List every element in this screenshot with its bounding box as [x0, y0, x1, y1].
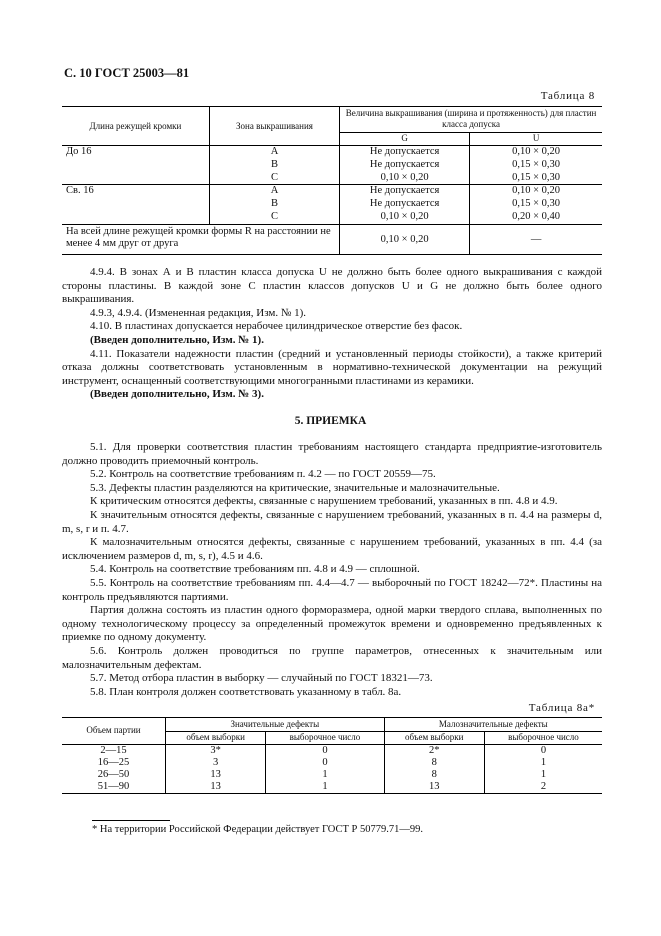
paragraph: (Введен дополнительно, Изм. № 1).	[90, 333, 264, 346]
header-zone: Зона выкрашивания	[209, 107, 339, 146]
u-cell: 0,15 × 0,30	[470, 198, 602, 211]
table-row	[62, 745, 602, 758]
header-sample-1: объем выборки	[166, 731, 266, 745]
header-length: Длина режущей кромки	[62, 107, 209, 146]
zone-cell: А	[209, 146, 339, 159]
paragraph: 5.8. План контроля должен соответствовать указанному в табл. 8а.	[90, 685, 402, 698]
paragraph: 5.1. Для проверки соответствия пластин требованиям настоящего стандарта предприятие-изготовитель должно проводить приемочный контроль.	[62, 441, 602, 467]
zone-cell: С	[209, 172, 339, 185]
page-header: С. 10 ГОСТ 25003—81	[64, 66, 190, 80]
lot-cell: 26—50	[97, 769, 130, 780]
number-cell: 2	[484, 781, 602, 794]
header-value: Величина выкрашивания (ширина и протяженность) для пластин класса допуска	[340, 107, 602, 133]
g-cell: Не допускается	[340, 159, 470, 172]
paragraph: К значительным относятся дефекты, связанные с нарушением требований, указанных в п. 4.4 на размеры d, m, s, r и п. 4.7.	[62, 508, 602, 535]
u-cell: 0,10 × 0,20	[470, 185, 602, 198]
paragraph	[62, 307, 602, 321]
sample-cell: 13	[384, 781, 484, 794]
paragraph: 4.10. В пластинах допускается нерабочее цилиндрическое отверстие без фасок.	[90, 320, 463, 333]
group2-length: Св. 16	[62, 185, 209, 224]
zone-cell: В	[209, 198, 339, 211]
sample-cell: 3*	[166, 745, 266, 758]
paragraph: 5.6. Контроль должен проводиться по группе параметров, отнесенных к значительным или малозначительным дефектам.	[62, 644, 602, 671]
sample-cell: 2*	[384, 745, 484, 758]
lot-cell: 16—25	[97, 757, 130, 768]
sample-cell: 13	[166, 781, 266, 794]
table8a-header-row	[62, 718, 602, 732]
group1-length: До 16	[66, 146, 92, 157]
header-sample-2: объем выборки	[384, 731, 484, 745]
u-cell: 0,10 × 0,20	[470, 146, 602, 159]
paragraph-text: 4.9.3, 4.9.4. (Измененная редакция, Изм. № 1).	[90, 306, 307, 319]
text-block-2	[62, 441, 602, 699]
table-row	[62, 757, 602, 769]
text-block-1	[62, 266, 602, 402]
header-significant: Значительные дефекты	[166, 718, 385, 732]
u-cell: 0,15 × 0,30	[470, 172, 602, 185]
paragraph: 5.4. Контроль на соответствие требованиям пп. 4.8 и 4.9 — сплошной.	[90, 563, 420, 576]
number-cell: 0	[266, 745, 384, 758]
table-row	[62, 146, 602, 159]
g-cell: Не допускается	[340, 185, 470, 198]
last-row-label: На всей длине режущей кромки формы R на расстоянии не менее 4 мм друг от друга	[62, 224, 340, 254]
paragraph: Партия должна состоять из пластин одного форморазмера, одной марки твердого сплава, выполненных по одному технологическому процессу за определенный промежуток времени и одновременно предъявленных к приемке по одному документу.	[62, 604, 602, 644]
number-cell: 1	[266, 781, 384, 794]
table-8	[62, 106, 602, 255]
number-cell: 1	[484, 769, 602, 781]
header-u: U	[470, 132, 602, 145]
table-row	[62, 769, 602, 781]
table-row	[62, 781, 602, 794]
zone-cell: С	[209, 211, 339, 224]
table8-caption: Таблица 8	[540, 90, 595, 102]
u-cell: 0,20 × 0,40	[470, 211, 602, 224]
paragraph: 4.9.4. В зонах А и В пластин класса допуска U не должно быть более одного выкрашивания с каждой стороны пластины. В каждой зоне С пластин классов допусков U и G не должно быть более одного выкрашивания.	[62, 266, 602, 306]
g-cell: 0,10 × 0,20	[340, 211, 470, 224]
number-cell: 0	[484, 745, 602, 758]
table-8a	[62, 717, 602, 794]
paragraph: К малозначительным относятся дефекты, связанные с нарушением требований, указанных в пп. 4.4 (за исключением размеров d, m, s, r), 4.5 и 4.6.	[62, 536, 602, 562]
paragraph: 5.5. Контроль на соответствие требованиям пп. 4.4—4.7 — выборочный по ГОСТ 18242—72*. Пластины на контроль предъявляются партиями.	[62, 576, 602, 603]
sample-cell: 3	[166, 757, 266, 769]
header-number-1: выборочное число	[266, 731, 384, 745]
sample-cell: 13	[166, 769, 266, 781]
g-cell: 0,10 × 0,20	[340, 172, 470, 185]
paragraph: К критическим относятся дефекты, связанные с нарушением требований, указанных в пп. 4.8 и 4.9.	[90, 495, 558, 508]
paragraph: 5.2. Контроль на соответствие требованиям п. 4.2 — по ГОСТ 20559—75.	[90, 468, 436, 481]
paragraph: 4.11. Показатели надежности пластин (средний и установленный периоды стойкости), а также критерий отказа должны соответствовать установленным в нормативно-технической документации на режущий инструмент, оснащенный соответствующими многогранными пластинами из керамики.	[62, 347, 602, 387]
footnote-divider	[92, 820, 170, 821]
number-cell: 0	[266, 757, 384, 769]
number-cell: 1	[484, 757, 602, 769]
lot-cell: 51—90	[62, 781, 166, 794]
u-cell: 0,15 × 0,30	[470, 159, 602, 172]
paragraph: (Введен дополнительно, Изм. № 3).	[90, 388, 264, 401]
zone-cell: А	[209, 185, 339, 198]
header-number-2: выборочное число	[484, 731, 602, 745]
sample-cell: 8	[384, 757, 484, 769]
section-title: 5. ПРИЕМКА	[294, 415, 367, 427]
g-cell: Не допускается	[340, 198, 470, 211]
zone-cell: В	[209, 159, 339, 172]
last-row-u: —	[470, 224, 602, 254]
paragraph: 5.3. Дефекты пластин разделяются на критические, значительные и малозначительные.	[90, 481, 500, 494]
table8a-caption: Таблица 8а*	[528, 702, 595, 714]
header-g: G	[340, 132, 470, 145]
header-minor: Малозначительные дефекты	[384, 718, 602, 732]
table-row	[62, 185, 602, 198]
header-lot: Объем партии	[62, 718, 166, 745]
table8-header-row	[62, 107, 602, 133]
number-cell: 1	[266, 769, 384, 781]
g-cell: Не допускается	[340, 146, 470, 159]
table-row	[62, 224, 602, 254]
footnote: * На территории Российской Федерации действует ГОСТ Р 50779.71—99.	[92, 824, 423, 835]
paragraph: 5.7. Метод отбора пластин в выборку — случайный по ГОСТ 18321—73.	[90, 672, 433, 685]
last-row-g: 0,10 × 0,20	[340, 224, 470, 254]
lot-cell: 2—15	[100, 745, 127, 756]
sample-cell: 8	[384, 769, 484, 781]
